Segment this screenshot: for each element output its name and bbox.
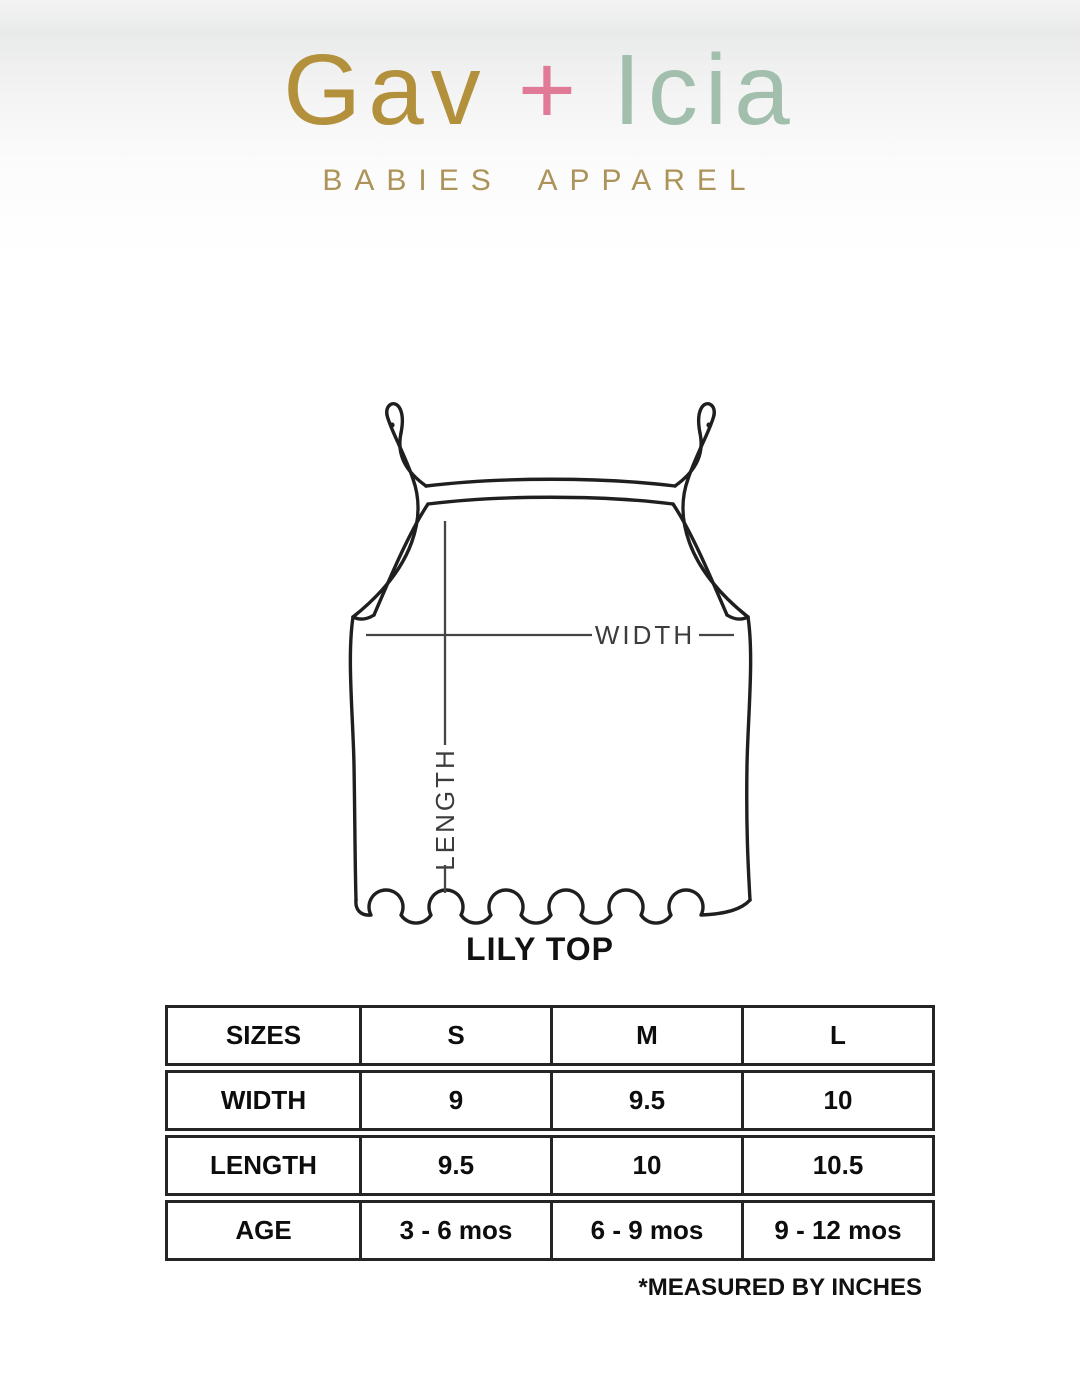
- left-side-seam-path: [350, 617, 356, 900]
- length-value-l: 10.5: [741, 1138, 932, 1193]
- length-measure-label: LENGTH: [430, 747, 460, 871]
- table-row-age: [165, 1200, 935, 1261]
- right-side-seam-path: [747, 617, 751, 900]
- neckline-top-path: [426, 479, 675, 486]
- table-row-length: [165, 1135, 935, 1196]
- width-measure-label: WIDTH: [594, 620, 696, 650]
- measurement-footnote: *MEASURED BY INCHES: [638, 1274, 922, 1301]
- brand-logo-part1: Gav: [283, 34, 488, 146]
- table-row-width: [165, 1070, 935, 1131]
- right-armhole-path: [673, 504, 727, 615]
- left-strap-hole-dot: [389, 422, 394, 427]
- brand-tagline: BABIES APPAREL: [322, 164, 758, 197]
- width-value-m: 9.5: [550, 1073, 741, 1128]
- width-value-s: 9: [359, 1073, 550, 1128]
- brand-logo-plus: +: [517, 34, 584, 146]
- sizes-value-m: M: [550, 1008, 741, 1063]
- brand-logo-part2: Icia: [613, 34, 797, 146]
- sizes-value-s: S: [359, 1008, 550, 1063]
- product-name: LILY TOP: [466, 931, 614, 967]
- length-value-m: 10: [550, 1138, 741, 1193]
- size-table: [165, 1005, 935, 1265]
- ruffle-hem-path: [356, 890, 750, 923]
- row-label-age: AGE: [235, 1215, 292, 1245]
- tank-top-diagram: [330, 395, 770, 940]
- row-label-length: LENGTH: [210, 1150, 317, 1180]
- length-value-s: 9.5: [359, 1138, 550, 1193]
- brand-logo: [0, 34, 1080, 146]
- right-strap-hole-dot: [706, 422, 711, 427]
- sizes-value-l: L: [741, 1008, 932, 1063]
- age-value-s: 3 - 6 mos: [359, 1203, 550, 1258]
- age-value-m: 6 - 9 mos: [550, 1203, 741, 1258]
- left-armhole-path: [374, 504, 428, 615]
- neckline-bottom-path: [428, 497, 673, 504]
- table-row-sizes: [165, 1005, 935, 1066]
- age-value-l: 9 - 12 mos: [741, 1203, 932, 1258]
- width-value-l: 10: [741, 1073, 932, 1128]
- tank-top-drawing-svg: [330, 395, 770, 940]
- row-label-sizes: SIZES: [225, 1020, 302, 1050]
- row-label-width: WIDTH: [220, 1085, 307, 1115]
